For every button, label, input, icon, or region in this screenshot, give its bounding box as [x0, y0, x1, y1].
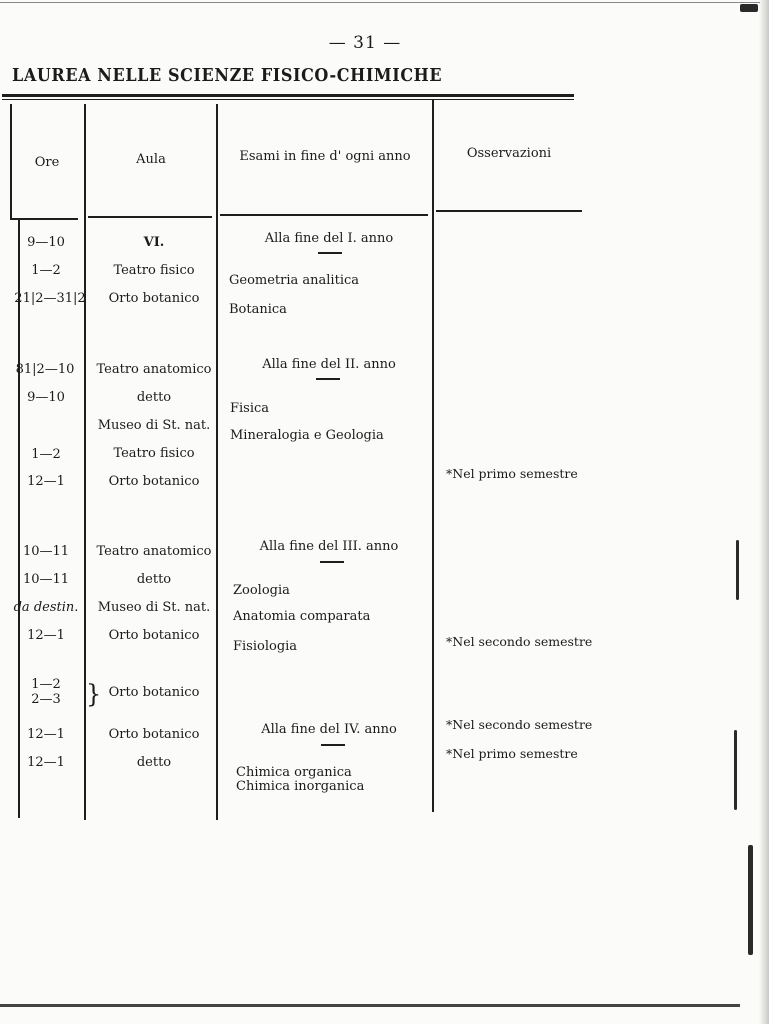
year4-heading: Alla fine del IV. anno — [261, 722, 397, 737]
year4-dash — [321, 744, 345, 746]
exam-item: Anatomia comparata — [233, 609, 371, 624]
ore-cell: 1—2 — [31, 447, 61, 462]
header-osservazioni: Osservazioni — [466, 146, 552, 161]
header-underline-aula — [88, 216, 212, 218]
header-underline-esami — [220, 214, 428, 216]
ore-cell: 81|2—10 — [15, 362, 75, 377]
header-aula: Aula — [136, 152, 166, 167]
year3-dash — [320, 561, 344, 563]
scan-mark — [748, 845, 753, 955]
ore-cell: 21|2—31|2 — [14, 291, 86, 306]
exam-item: Mineralogia e Geologia — [230, 428, 384, 443]
ore-cell: da destin. — [13, 600, 79, 615]
aula-cell: Teatro fisico — [113, 446, 195, 461]
top-edge — [0, 2, 760, 3]
year3-heading: Alla fine del III. anno — [259, 539, 399, 554]
ore-cell: 1—2 — [31, 677, 61, 692]
aula-cell: detto — [136, 755, 172, 770]
exam-item: Zoologia — [233, 583, 290, 598]
aula-cell: VI. — [143, 235, 165, 250]
scan-mark — [740, 4, 758, 12]
ore-cell: 12—1 — [27, 628, 65, 643]
col-divider-ore-aula — [84, 104, 86, 820]
exam-item: Chimica inorganica — [236, 779, 365, 794]
ore-cell: 9—10 — [27, 235, 65, 250]
ore-cell: 9—10 — [27, 390, 65, 405]
col-divider-aula-esami — [216, 104, 218, 820]
observation-note: *Nel primo semestre — [446, 466, 578, 481]
year2-heading: Alla fine del II. anno — [262, 357, 396, 372]
aula-cell: Orto botanico — [108, 628, 200, 643]
page-number: — 31 — — [328, 33, 402, 53]
exam-item: Fisiologia — [233, 639, 298, 654]
aula-cell: Orto botanico — [108, 727, 200, 742]
exam-item: Chimica organica — [236, 765, 352, 780]
aula-cell: Museo di St. nat. — [97, 418, 211, 433]
exam-item: Botanica — [229, 302, 287, 317]
aula-cell: Teatro anatomico — [96, 544, 212, 559]
page-title: LAUREA NELLE SCIENZE FISICO-CHIMICHE — [12, 64, 443, 86]
header-underline-oss — [436, 210, 582, 212]
header-underline-ore — [12, 218, 78, 220]
table-top-rule-thin — [2, 99, 574, 100]
observation-note: *Nel primo semestre — [446, 746, 578, 761]
exam-item: Fisica — [230, 401, 270, 416]
ore-cell: 12—1 — [27, 755, 65, 770]
aula-cell: Teatro anatomico — [96, 362, 212, 377]
header-ore: Ore — [34, 155, 60, 170]
col-divider-esami-oss — [432, 100, 434, 812]
year1-dash — [318, 252, 342, 254]
aula-cell: Orto botanico — [108, 291, 200, 306]
ore-cell: 2—3 — [31, 692, 61, 707]
aula-cell: detto — [136, 390, 172, 405]
observation-note: *Nel secondo semestre — [446, 717, 593, 732]
observation-note: *Nel secondo semestre — [446, 634, 593, 649]
scan-mark — [736, 540, 739, 600]
aula-cell: Orto botanico — [108, 685, 200, 700]
aula-cell: Orto botanico — [108, 474, 200, 489]
ore-cell: 10—11 — [22, 544, 70, 559]
bottom-edge — [0, 1004, 740, 1007]
ore-cell: 10—11 — [22, 572, 70, 587]
table-top-rule — [2, 94, 574, 97]
page-edge-shadow — [759, 0, 769, 1024]
exam-item: Geometria analitica — [229, 273, 360, 288]
ore-cell: 12—1 — [27, 727, 65, 742]
ore-cell: 1—2 — [31, 263, 61, 278]
brace-icon: } — [86, 679, 102, 709]
year2-dash — [316, 378, 340, 380]
aula-cell: detto — [136, 572, 172, 587]
aula-cell: Museo di St. nat. — [97, 600, 211, 615]
header-esami: Esami in fine d' ogni anno — [239, 149, 411, 164]
scan-mark — [734, 730, 737, 810]
year1-heading: Alla fine del I. anno — [264, 231, 394, 246]
aula-cell: Teatro fisico — [113, 263, 195, 278]
ore-cell: 12—1 — [27, 474, 65, 489]
